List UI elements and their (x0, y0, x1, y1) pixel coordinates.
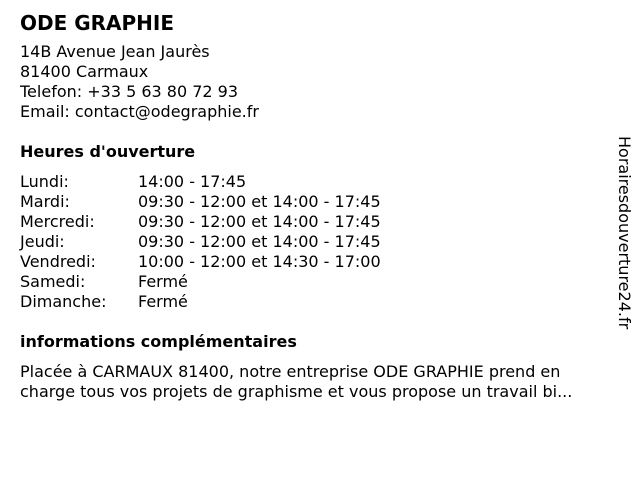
hours-row-jeudi (20, 232, 610, 252)
hours-day: Mardi: (20, 192, 70, 211)
hours-time: 09:30 - 12:00 et 14:00 - 17:45 (138, 192, 381, 211)
additional-info-text (20, 362, 620, 402)
phone-line: Telefon: +33 5 63 80 72 93 (20, 82, 239, 101)
hours-time: 10:00 - 12:00 et 14:30 - 17:00 (138, 252, 381, 271)
hours-day: Mercredi: (20, 212, 95, 231)
hours-time: 09:30 - 12:00 et 14:00 - 17:45 (138, 232, 381, 251)
address-line-2: 81400 Carmaux (20, 62, 149, 81)
additional-info-title: informations complémentaires (20, 332, 297, 351)
opening-hours-title: Heures d'ouverture (20, 142, 196, 161)
hours-time: 14:00 - 17:45 (138, 172, 247, 191)
hours-row-lundi (20, 172, 610, 192)
site-watermark: Horairesdouverture24.fr (615, 136, 634, 330)
hours-row-mercredi (20, 212, 610, 232)
hours-day: Vendredi: (20, 252, 96, 271)
hours-row-dimanche (20, 292, 610, 312)
hours-day: Samedi: (20, 272, 86, 291)
hours-row-samedi (20, 272, 610, 292)
hours-day: Jeudi: (20, 232, 65, 251)
hours-time: Fermé (138, 292, 188, 311)
hours-row-mardi (20, 192, 610, 212)
business-name: ODE GRAPHIE (20, 11, 175, 35)
description-line-1: Placée à CARMAUX 81400, notre entreprise ODE GRAPHIE prend en (20, 362, 561, 381)
hours-row-vendredi (20, 252, 610, 272)
opening-hours-table (20, 172, 610, 312)
email-line: Email: contact@odegraphie.fr (20, 102, 259, 121)
hours-day: Dimanche: (20, 292, 107, 311)
hours-time: Fermé (138, 272, 188, 291)
business-card (20, 10, 610, 402)
hours-day: Lundi: (20, 172, 69, 191)
address-line-1: 14B Avenue Jean Jaurès (20, 42, 210, 61)
hours-time: 09:30 - 12:00 et 14:00 - 17:45 (138, 212, 381, 231)
description-line-2: charge tous vos projets de graphisme et vous propose un travail bi... (20, 382, 573, 401)
